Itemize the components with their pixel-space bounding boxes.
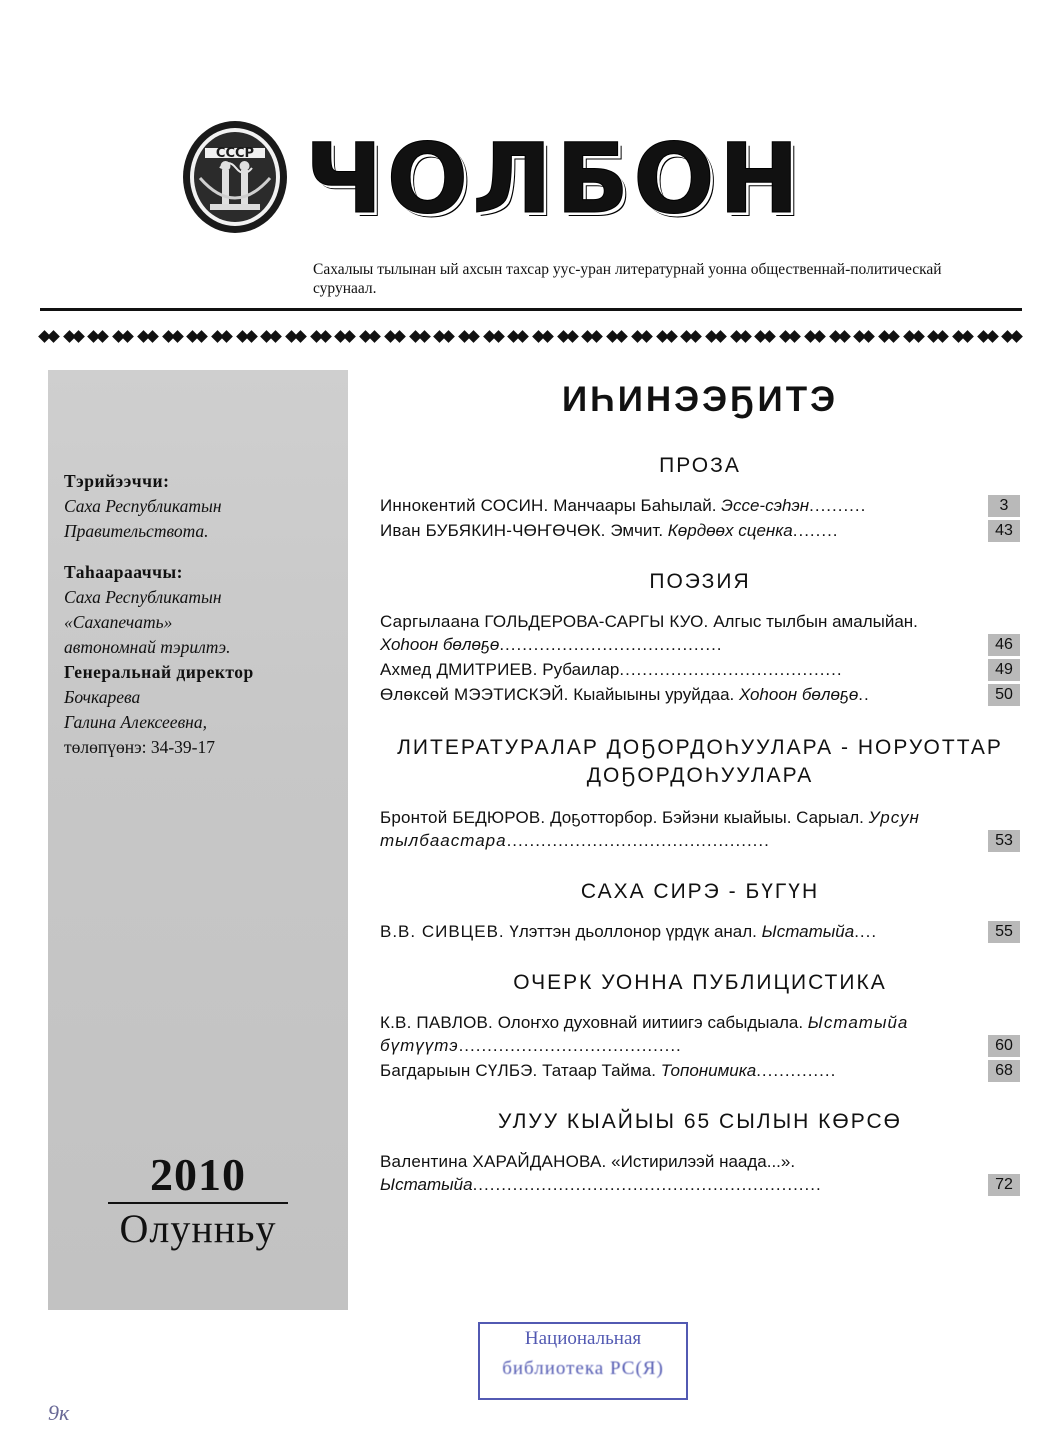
section-heading-literaturalar: ЛИТЕРАТУРАЛАР ДОҔОРДОҺУУЛАРА - НОРУОТТАР ДОҔОРДОҺУУЛАРА — [397, 736, 1003, 787]
entry-work: Кыайыыны уруйдаа. — [573, 685, 735, 704]
director-given-name: Галина Алексеевна, — [64, 712, 207, 732]
publisher-line-2: «Сахапечать» — [64, 612, 173, 632]
diamond-ornament — [559, 327, 577, 345]
header-rule — [40, 308, 1022, 311]
diamond-ornament — [732, 327, 750, 345]
toc-entry[interactable]: Багдарыын СҮЛБЭ. Татаар Тайма. Топонимика.............. 68 — [380, 1059, 1020, 1082]
entry-author: К.В. ПАВЛОВ. — [380, 1013, 493, 1032]
toc-entry[interactable]: Саргылаана ГОЛЬДЕРОВА-САРГЫ КУО. Алгыс тылбын амалыйан. Хоһоон бөлөҕө....................................... 46 — [380, 610, 1020, 656]
diamond-ornament — [485, 327, 503, 345]
issue-month: Олунньу — [119, 1206, 277, 1251]
diamond-ornament — [806, 327, 824, 345]
publisher-line-3: автономнай тэрилтэ. — [64, 637, 231, 657]
diamond-ornament — [682, 327, 700, 345]
diamond-ornament — [188, 327, 206, 345]
table-of-contents — [380, 380, 1020, 1198]
founder-line-1: Саха Республикатын — [64, 496, 222, 516]
library-stamp — [478, 1322, 688, 1400]
entry-author: Бронтой БЕДЮРОВ. — [380, 808, 546, 827]
diamond-ornament — [633, 327, 651, 345]
toc-entry[interactable]: Өлөксөй МЭЭТИСКЭЙ. Кыайыыны уруйдаа. Хоһоон бөлөҕө.. 50 — [380, 683, 1020, 706]
entry-genre: Көрдөөх сценка — [667, 521, 793, 540]
page-title: ИҺИНЭЭҔИТЭ — [561, 380, 838, 419]
entry-genre: Ыстатыйа бүтүүтэ — [380, 1013, 909, 1055]
diamond-ornament — [262, 327, 280, 345]
diamond-ornament — [534, 327, 552, 345]
entry-genre: Ыстатыйа — [380, 1175, 473, 1194]
entry-page: 55 — [988, 921, 1020, 943]
issue-date-block — [48, 1150, 348, 1252]
journal-subtitle: Сахалыы тылынан ый ахсын тахсар уус-уран литературнай уонна общественнай-политическай сурунаал. — [313, 261, 942, 297]
diamond-ornament — [238, 327, 256, 345]
section-heading-uluu-kyaiyy: УЛУУ КЫАЙЫЫ 65 СЫЛЫН КӨРСӨ — [497, 1110, 903, 1133]
entry-author: Багдарыын СҮЛБЭ. — [380, 1061, 538, 1080]
diamond-ornament — [583, 327, 601, 345]
entry-work: Алгыс тылбын амалыйан. — [713, 612, 918, 631]
entry-page: 50 — [988, 684, 1020, 706]
entry-genre: Хоһоон бөлөҕө — [738, 685, 859, 704]
diamond-ornament — [929, 327, 947, 345]
entry-work: Үлэттэн дьоллонор үрдүк анал. — [509, 922, 757, 941]
diamond-ornament — [139, 327, 157, 345]
diamond-ornament — [707, 327, 725, 345]
year-divider — [108, 1202, 288, 1204]
diamond-ornament — [509, 327, 527, 345]
toc-entry[interactable]: Иннокентий СОСИН. Манчаары Баһылай. Эссе-сэһэн.......... 3 — [380, 494, 1020, 517]
toc-entry[interactable]: Бронтой БЕДЮРОВ. Доҕотторбор. Бэйэни кыайыы. Сарыал. Урсун тылбаастара.............................................. 53 — [380, 806, 1020, 852]
entry-page: 46 — [988, 634, 1020, 656]
section-heading-ocherk: ОЧЕРК УОННА ПУБЛИЦИСТИКА — [513, 971, 887, 994]
entry-work: Татаар Тайма. — [542, 1061, 656, 1080]
diamond-ornament — [658, 327, 676, 345]
entry-work: Олоҥхо духовнай иитиигэ сабыдыала. — [497, 1013, 804, 1032]
entry-genre: Урсун тылбаастара — [380, 808, 920, 850]
toc-entry[interactable]: Валентина ХАРАЙДАНОВА. «Истирилээй наада...». Ыстатыйа............................................................. 72 — [380, 1150, 1020, 1196]
entry-author: Саргылаана ГОЛЬДЕРОВА-САРГЫ КУО. — [380, 612, 709, 631]
entry-page: 53 — [988, 830, 1020, 852]
diamond-ornament — [979, 327, 997, 345]
diamond-ornament — [608, 327, 626, 345]
entry-work: Манчаары Баһылай. — [553, 496, 717, 515]
diamond-ornament — [855, 327, 873, 345]
masthead — [0, 100, 1062, 300]
diamond-ornament — [336, 327, 354, 345]
diamond-ornament — [65, 327, 83, 345]
toc-entry[interactable]: В.В. СИВЦЕВ. Үлэттэн дьоллонор үрдүк анал. Ыстатыйа.... 55 — [380, 920, 1020, 943]
director-surname: Бочкарева — [64, 687, 141, 707]
entry-author: Валентина ХАРАЙДАНОВА. — [380, 1152, 607, 1171]
diamond-ornament — [89, 327, 107, 345]
entry-genre: Эссе-сэһэн — [721, 496, 810, 515]
entry-page: 43 — [988, 520, 1020, 542]
imprint-block — [64, 470, 332, 761]
entry-genre: Топонимика — [660, 1061, 757, 1080]
issue-year: 2010 — [150, 1149, 246, 1200]
entry-genre: Хоһоон бөлөҕө — [380, 635, 500, 654]
entry-genre: Ыстатыйа — [761, 922, 855, 941]
toc-entry[interactable]: Ахмед ДМИТРИЕВ. Рубаилар....................................... 49 — [380, 658, 1020, 681]
diamond-ornament — [287, 327, 305, 345]
founder-line-2: Правительствота. — [64, 521, 209, 541]
library-stamp-line-1: Национальная — [524, 1328, 642, 1349]
entry-author: Иннокентий СОСИН. — [380, 496, 549, 515]
founder-label: Тэрийээччи: — [64, 471, 170, 491]
diamond-ornament — [880, 327, 898, 345]
publisher-label: Таһаарааччы: — [64, 562, 183, 582]
toc-entry[interactable]: К.В. ПАВЛОВ. Олоҥхо духовнай иитиигэ сабыдыала. Ыстатыйа бүтүүтэ....................................... 60 — [380, 1011, 1020, 1057]
diamond-ornament — [312, 327, 330, 345]
entry-work: Рубаилар — [542, 660, 620, 679]
diamond-ornament — [386, 327, 404, 345]
diamond-ornament — [164, 327, 182, 345]
entry-work: Доҕотторбор. Бэйэни кыайыы. Сарыал. — [550, 808, 864, 827]
diamond-ornament — [213, 327, 231, 345]
diamond-ornament — [411, 327, 429, 345]
diamond-ornament — [954, 327, 972, 345]
entry-page: 72 — [988, 1174, 1020, 1196]
entry-page: 60 — [988, 1035, 1020, 1057]
entry-author: Ахмед ДМИТРИЕВ. — [380, 660, 538, 679]
diamond-ornament — [756, 327, 774, 345]
entry-author: Иван БУБЯКИН-ЧӨҤӨЧӨК. — [380, 521, 606, 540]
svg-text:СССР: СССР — [215, 146, 255, 161]
entry-work: «Истирилээй наада...». — [611, 1152, 796, 1171]
director-label: Генеральнай директор — [64, 662, 254, 682]
diamond-ornament — [361, 327, 379, 345]
journal-logo-title: ЧОЛБОН — [305, 123, 804, 235]
toc-entry[interactable]: Иван БУБЯКИН-ЧӨҤӨЧӨК. Эмчит. Көрдөөх сценка........ 43 — [380, 519, 1020, 542]
entry-page: 68 — [988, 1060, 1020, 1082]
diamond-ornament — [831, 327, 849, 345]
entry-page: 3 — [988, 495, 1020, 517]
decorative-diamond-band — [40, 322, 1022, 350]
diamond-ornament — [40, 327, 58, 345]
section-heading-poeziya: ПОЭЗИЯ — [649, 570, 751, 593]
diamond-ornament — [114, 327, 132, 345]
handwritten-call-number-small: 9к — [48, 1400, 70, 1425]
diamond-ornament — [781, 327, 799, 345]
publisher-line-1: Саха Республикатын — [64, 587, 222, 607]
section-heading-sakha-sire: САХА СИРЭ - БҮГҮН — [580, 880, 820, 903]
section-heading-proza: ПРОЗА — [659, 454, 741, 477]
library-stamp-line-2: библиотека РС(Я) — [502, 1358, 664, 1379]
diamond-ornament — [460, 327, 478, 345]
entry-author: В.В. СИВЦЕВ. — [380, 922, 505, 941]
entry-author: Өлөксөй МЭЭТИСКЭЙ. — [380, 685, 569, 704]
diamond-ornament — [905, 327, 923, 345]
imprint-sidebar — [48, 370, 348, 1310]
phone-number: төлөпүөнэ: 34-39-17 — [64, 737, 216, 757]
entry-work: Эмчит. — [610, 521, 664, 540]
ussr-emblem-icon — [180, 118, 290, 236]
diamond-ornament — [1003, 327, 1021, 345]
entry-page: 49 — [988, 659, 1020, 681]
diamond-ornament — [435, 327, 453, 345]
